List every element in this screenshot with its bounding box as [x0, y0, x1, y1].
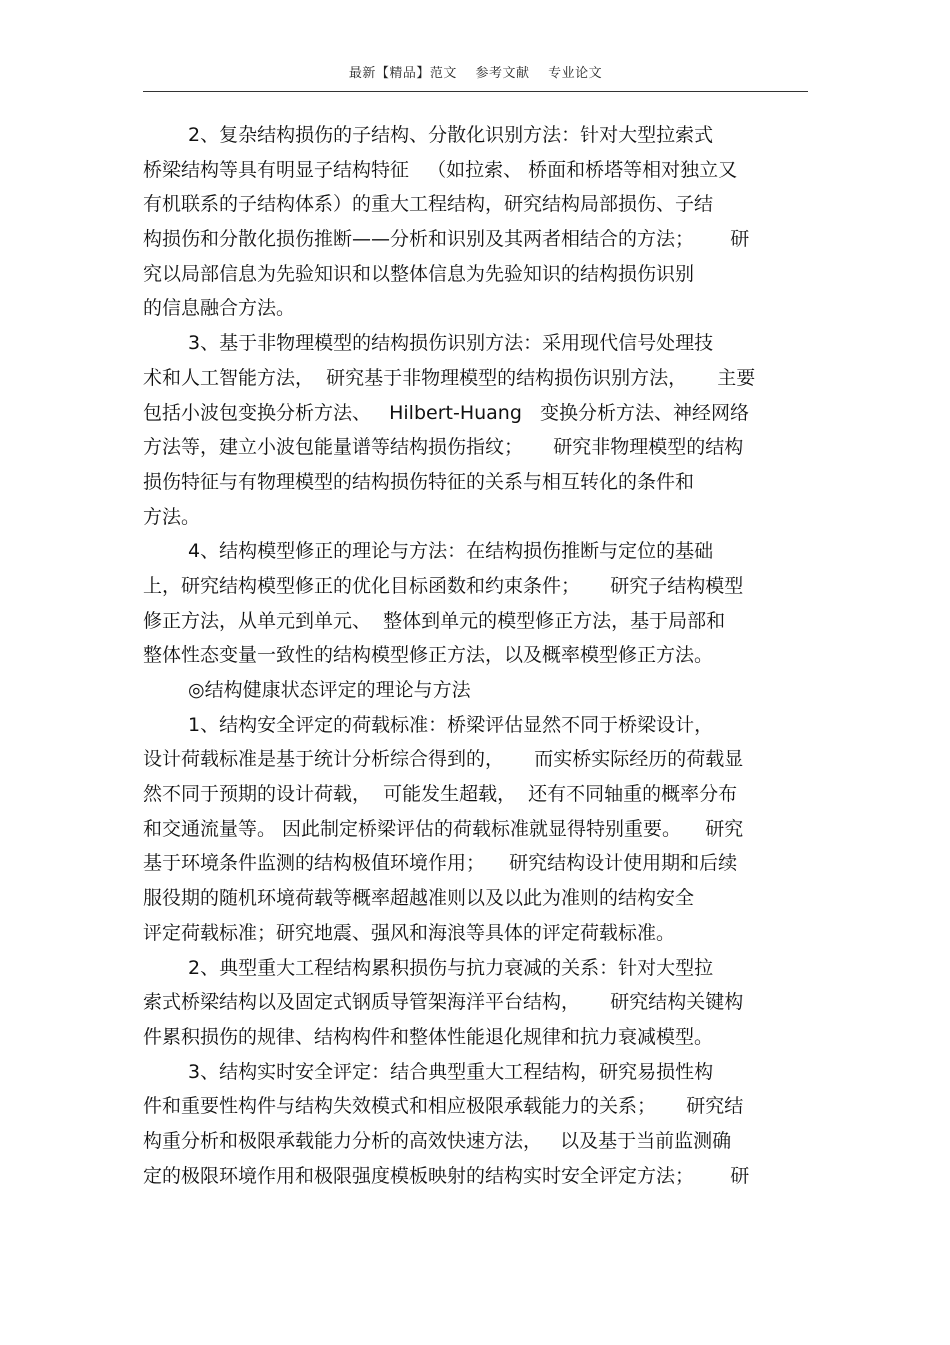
text-line: 4、结构模型修正的理论与方法：在结构损伤推断与定位的基础	[188, 540, 714, 563]
text-line: 2、典型重大工程结构累积损伤与抗力衰减的关系：针对大型拉	[188, 956, 714, 979]
text-line: 究以局部信息为先验知识和以整体信息为先验知识的结构损伤识别	[143, 262, 695, 285]
text-line: 3、结构实时安全评定：结合典型重大工程结构，研究易损性构	[188, 1060, 714, 1083]
text-line: 设计荷载标准是基于统计分析综合得到的， 而实桥实际经历的荷载显	[143, 748, 744, 771]
text-line: 有机联系的子结构体系）的重大工程结构，研究结构局部损伤、子结	[143, 193, 714, 216]
text-line: 包括小波包变换分析方法、 Hilbert-Huang 变换分析方法、神经网络	[143, 401, 750, 424]
text-line: 索式桥梁结构以及固定式钢质导管架海洋平台结构， 研究结构关键构	[143, 991, 744, 1014]
text-line: 评定荷载标准；研究地震、强风和海浪等具体的评定荷载标准。	[143, 921, 676, 944]
text-line: 损伤特征与有物理模型的结构损伤特征的关系与相互转化的条件和	[143, 470, 695, 493]
text-line: 术和人工智能方法， 研究基于非物理模型的结构损伤识别方法， 主要	[143, 366, 756, 389]
page-header	[143, 62, 808, 81]
header-item-papers: 专业论文	[548, 66, 603, 81]
text-line: 的信息融合方法。	[143, 297, 296, 320]
text-line: 构损伤和分散化损伤推断——分析和识别及其两者相结合的方法； 研	[143, 228, 750, 251]
text-line: 服役期的随机环境荷载等概率超越准则以及以此为准则的结构安全	[143, 887, 695, 910]
text-line: 然不同于预期的设计荷载， 可能发生超载， 还有不同轴重的概率分布	[143, 783, 738, 806]
text-line: 1、结构安全评定的荷载标准：桥梁评估显然不同于桥梁设计，	[188, 713, 714, 736]
text-line: 方法等，建立小波包能量谱等结构损伤指纹； 研究非物理模型的结构	[143, 436, 744, 459]
text-line: ◎结构健康状态评定的理论与方法	[188, 679, 471, 701]
text-line: 定的极限环境作用和极限强度模板映射的结构实时安全评定方法； 研	[143, 1164, 750, 1187]
text-line: 件和重要性构件与结构失效模式和相应极限承载能力的关系； 研究结	[143, 1095, 744, 1118]
header-divider	[143, 91, 808, 92]
document-body	[143, 118, 808, 1193]
text-line: 和交通流量等。 因此制定桥梁评估的荷载标准就显得特别重要。 研究	[143, 817, 744, 840]
header-item-references: 参考文献	[475, 66, 530, 81]
text-line: 方法。	[143, 505, 201, 528]
text-line: 件累积损伤的规律、结构构件和整体性能退化规律和抗力衰减模型。	[143, 1025, 714, 1048]
text-line: 2、复杂结构损伤的子结构、分散化识别方法：针对大型拉索式	[188, 124, 714, 146]
text-line: 基于环境条件监测的结构极值环境作用； 研究结构设计使用期和后续	[143, 852, 738, 875]
text-line: 上，研究结构模型修正的优化目标函数和约束条件； 研究子结构模型	[143, 574, 744, 597]
text-line: 3、基于非物理模型的结构损伤识别方法：采用现代信号处理技	[188, 332, 714, 355]
text-line: 桥梁结构等具有明显子结构特征 （如拉索、 桥面和桥塔等相对独立又	[143, 158, 738, 181]
text-line: 整体性态变量一致性的结构模型修正方法，以及概率模型修正方法。	[143, 644, 714, 667]
text-line: 修正方法，从单元到单元、 整体到单元的模型修正方法，基于局部和	[143, 609, 726, 632]
text-line: 构重分析和极限承载能力分析的高效快速方法， 以及基于当前监测确	[143, 1129, 732, 1152]
header-item-featured: 最新【精品】范文	[348, 66, 457, 81]
